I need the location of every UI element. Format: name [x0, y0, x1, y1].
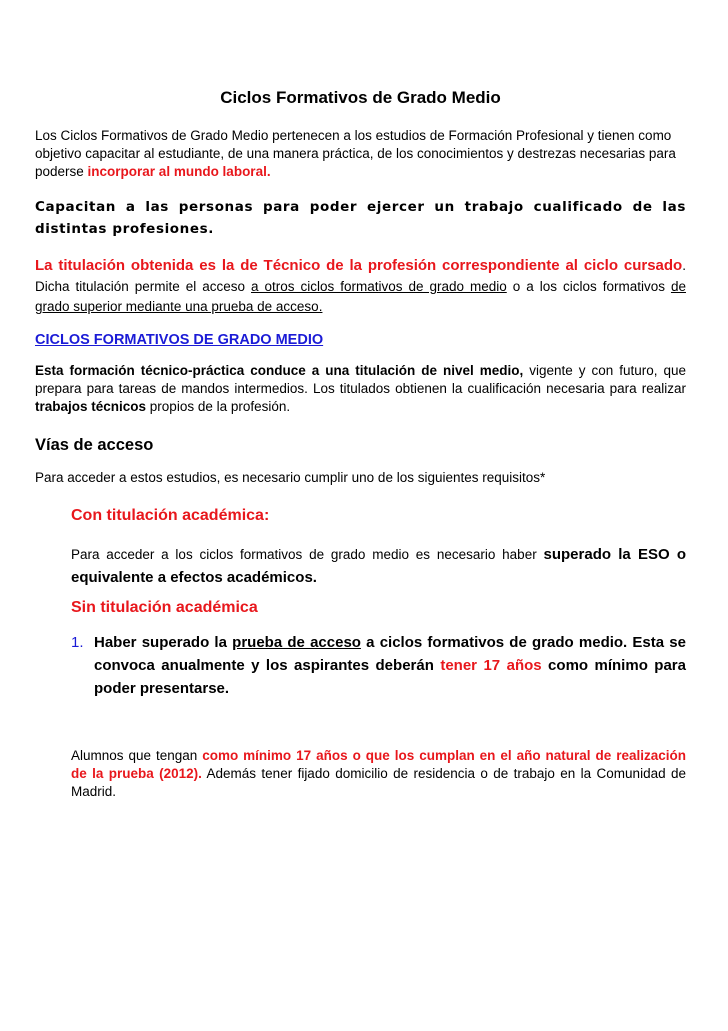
- page-title: Ciclos Formativos de Grado Medio: [220, 88, 501, 107]
- list-item-text: [94, 631, 686, 700]
- alumnos-text-1: Alumnos que tengan: [71, 748, 203, 763]
- list-item-text-1: Haber superado la: [94, 634, 233, 651]
- titulacion-text-2: o a los ciclos formativos: [506, 279, 671, 294]
- formacion-text-2: propios de la profesión.: [146, 399, 291, 414]
- intro-text: Los Ciclos Formativos de Grado Medio pertenecen a los estudios de Formación Profesional y tienen como objetivo capacitar al estudiante, de una manera práctica, de los conocimientos y destrezas necesarias para poderse: [35, 128, 676, 179]
- titulacion-link-grado-superior[interactable]: de grado superior mediante una prueba de acceso.: [35, 279, 686, 314]
- list-item-red: tener 17 años: [440, 657, 542, 674]
- titulacion-text-1: . Dicha titulación permite el acceso: [35, 258, 686, 294]
- alumnos-paragraph: [71, 747, 686, 801]
- vias-text: Para acceder a estos estudios, es necesario cumplir uno de los siguientes requisitos*: [35, 470, 546, 485]
- list-item-text-2: a ciclos formativos de grado medio. Esta se convoca anualmente y los aspirantes deberán: [94, 634, 686, 674]
- con-titulacion-bold: superado la ESO o equivalente a efectos académicos.: [71, 546, 686, 586]
- formacion-paragraph: [35, 362, 686, 416]
- vias-heading: Vías de acceso: [35, 436, 154, 454]
- titulacion-link-ciclos-medio[interactable]: a otros ciclos formativos de grado medio: [251, 279, 507, 294]
- titulacion-red-text: La titulación obtenida es la de Técnico de la profesión correspondiente al ciclo cursado: [35, 257, 683, 274]
- list-item: [71, 631, 686, 700]
- formacion-bold-1: Esta formación técnico-práctica conduce a una titulación de nivel medio,: [35, 363, 524, 378]
- formacion-bold-2: trabajos técnicos: [35, 399, 147, 414]
- con-titulacion-paragraph: [71, 543, 686, 589]
- prueba-acceso-link[interactable]: prueba de acceso: [232, 634, 361, 651]
- con-titulacion-heading: Con titulación académica:: [71, 507, 270, 524]
- intro-highlight: incorporar al mundo laboral.: [87, 164, 271, 179]
- intro-paragraph: [35, 127, 686, 181]
- alumnos-text-2: Además tener fijado domicilio de residencia o de trabajo en la Comunidad de Madrid.: [71, 766, 686, 799]
- formacion-text-1: vigente y con futuro, que prepara para tareas de mandos intermedios. Los titulados obtienen la cualificación necesaria para realizar: [35, 363, 686, 396]
- list-item-text-3: como mínimo para poder presentarse.: [94, 657, 686, 697]
- list-item-number: 1.: [71, 634, 84, 651]
- con-titulacion-text: Para acceder a los ciclos formativos de grado medio es necesario haber: [71, 547, 544, 562]
- titulacion-paragraph: [35, 255, 686, 317]
- section-heading-ciclos[interactable]: CICLOS FORMATIVOS DE GRADO MEDIO: [35, 332, 324, 348]
- alumnos-red: como mínimo 17 años o que los cumplan en el año natural de realización de la prueba (2012).: [71, 748, 686, 781]
- capacitan-paragraph: Capacitan a las personas para poder ejercer un trabajo cualificado de las distintas profesiones.: [35, 199, 686, 237]
- sin-titulacion-heading: Sin titulación académica: [71, 599, 258, 616]
